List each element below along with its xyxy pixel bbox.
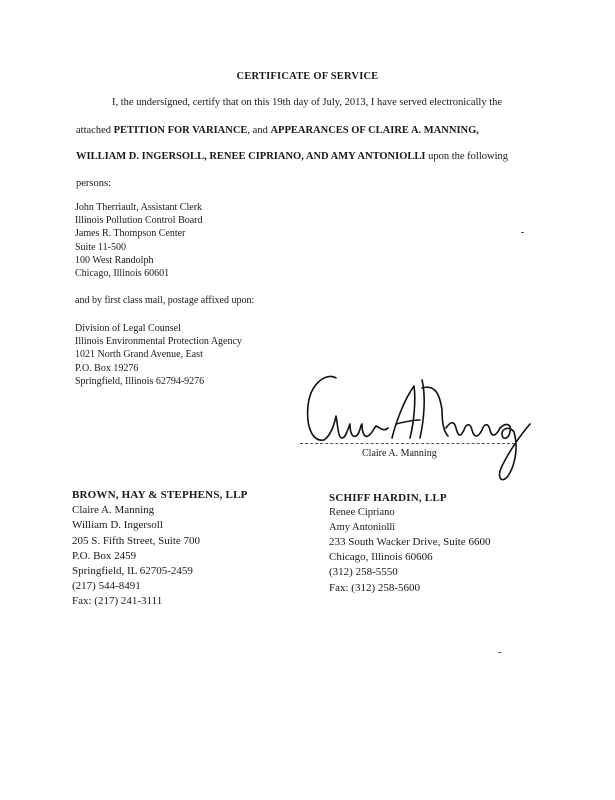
certification-line-3 (76, 151, 508, 162)
firm-line: Springfield, IL 62705-2459 (72, 565, 193, 578)
appearances-names: WILLIAM D. INGERSOLL, RENEE CIPRIANO, AND AMY ANTONIOLLI (76, 151, 426, 162)
address-line: 100 West Randolph (75, 254, 154, 266)
certificate-title: CERTIFICATE OF SERVICE (236, 71, 379, 82)
address-line: 1021 North Grand Avenue, East (75, 349, 203, 361)
brown-hay-stephens-block (72, 488, 248, 610)
firm-line: Chicago, Illinois 60606 (329, 551, 433, 564)
handwritten-signature (296, 366, 536, 486)
firm-name: SCHIFF HARDIN, LLP (329, 492, 447, 504)
line3-suffix: upon the following (425, 151, 509, 162)
appearances-title: APPEARANCES OF CLAIRE A. MANNING, (270, 125, 479, 136)
firm-line: Claire A. Manning (72, 504, 155, 517)
firm-line: Fax: (217) 241-3111 (72, 595, 163, 608)
certification-line-2 (76, 125, 479, 136)
firm-line: William D. Ingersoll (72, 519, 163, 532)
certification-line-4: persons: (76, 178, 111, 189)
schiff-hardin-block (329, 491, 490, 596)
address-line: Division of Legal Counsel (75, 323, 181, 334)
address-line: John Therriault, Assistant Clerk (75, 202, 203, 213)
firm-name: BROWN, HAY & STEPHENS, LLP (72, 489, 248, 501)
scan-speck (498, 652, 501, 653)
address-line: Illinois Environmental Protection Agency (75, 336, 242, 348)
address-line: James R. Thompson Center (75, 228, 186, 240)
signature-line (300, 443, 515, 444)
firm-line: Fax: (312) 258-5600 (329, 581, 421, 594)
firm-line: Amy Antoniolli (329, 521, 396, 533)
firm-line: Renee Cipriano (329, 507, 395, 519)
mail-note: and by first class mail, postage affixed upon: (75, 295, 255, 306)
signer-printed-name: Claire A. Manning (362, 448, 437, 459)
address-line: Suite 11-500 (75, 241, 127, 253)
address-line: P.O. Box 19276 (75, 362, 139, 374)
firm-line: (312) 258-5550 (329, 566, 398, 579)
address-line: Springfield, Illinois 62794-9276 (75, 375, 205, 387)
address-line: Chicago, Illinois 60601 (75, 268, 170, 280)
firm-line: 233 South Wacker Drive, Suite 6600 (329, 536, 491, 549)
petition-title: PETITION FOR VARIANCE (113, 125, 248, 136)
line2-mid: , and (247, 125, 271, 136)
iepa-address-block (75, 322, 242, 388)
firm-line: P.O. Box 2459 (72, 549, 137, 562)
certification-line-1: I, the undersigned, certify that on this 19th day of July, 2013, I have served electronically the (112, 97, 503, 108)
address-line: Illinois Pollution Control Board (75, 215, 203, 227)
line2-prefix: attached (76, 125, 114, 136)
scan-speck (521, 232, 524, 233)
clerk-address-block (75, 201, 203, 280)
firm-line: 205 S. Fifth Street, Suite 700 (72, 534, 201, 547)
firm-line: (217) 544-8491 (72, 580, 141, 593)
